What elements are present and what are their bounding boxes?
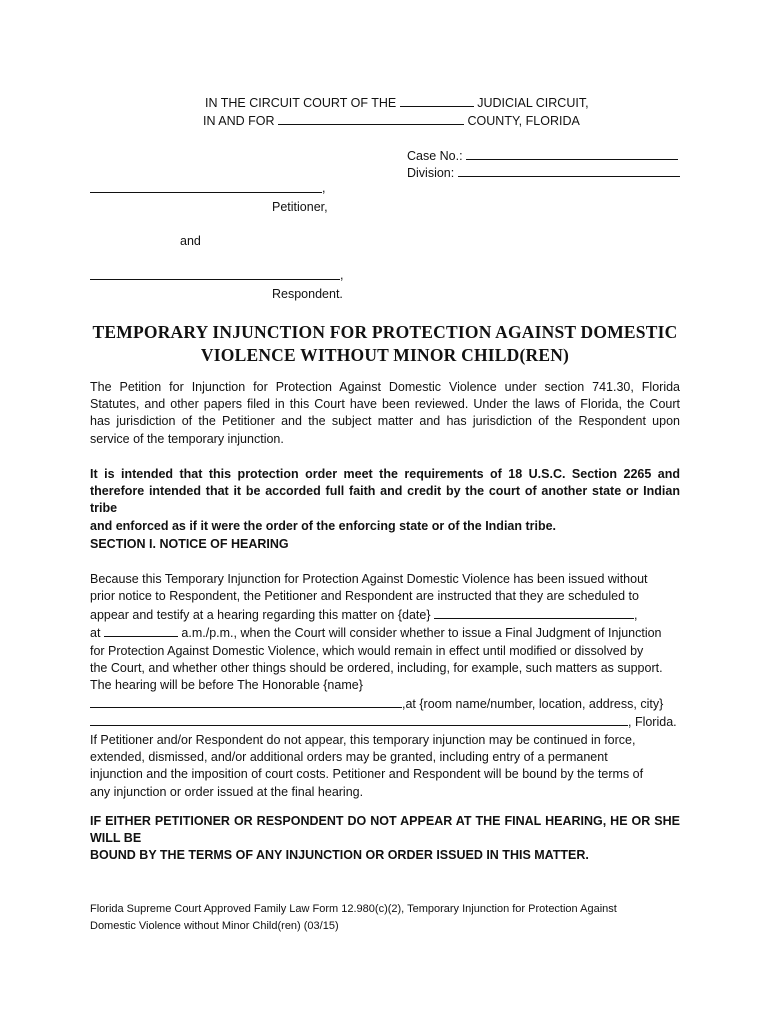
hearing-time-field[interactable] [104,624,178,637]
respondent-name-field[interactable] [90,279,340,280]
and-label: and [180,234,201,248]
section-heading: SECTION I. NOTICE OF HEARING [90,537,289,551]
court-heading-line1: IN THE CIRCUIT COURT OF THE JUDICIAL CIRCUIT, [205,96,589,110]
respondent-comma: , [340,268,344,282]
judge-name-field[interactable] [90,695,402,708]
petitioner-comma: , [322,181,326,195]
petitioner-label: Petitioner, [272,200,328,214]
intro-paragraph: The Petition for Injunction for Protection Against Domestic Violence under section 741.30, Florida Statutes, and other papers filed in this Court have been reviewed. Under the laws of Florida, the Court has jurisdiction of the Petitioner and the subject matter and has jurisdiction of the Respondent upon service of the temporary injunction. [90,380,680,446]
petitioner-name-field[interactable] [90,192,322,193]
court-heading-line2: IN AND FOR COUNTY, FLORIDA [203,114,580,128]
respondent-label: Respondent. [272,287,343,301]
hearing-date-field[interactable] [434,606,634,619]
form-footer: Florida Supreme Court Approved Family Law Form 12.980(c)(2), Temporary Injunction for Protection Against Domestic Violence without Minor Child(ren) (03/15) [90,903,617,932]
county-blank[interactable] [278,112,464,125]
case-number-field[interactable] [466,147,678,160]
warning-paragraph: IF EITHER PETITIONER OR RESPONDENT DO NOT APPEAR AT THE FINAL HEARING, HE OR SHE WILL BE BOUND BY THE TERMS OF ANY INJUNCTION OR ORDER ISSUED IN THIS MATTER. [90,814,680,863]
division-field[interactable] [458,164,680,177]
judicial-circuit-blank[interactable] [400,94,474,107]
notice-paragraph: Because this Temporary Injunction for Protection Against Domestic Violence has been issued without prior notice to Respondent, the Petitioner and Respondent are instructed that they are scheduled to appear and testify at a hearing regarding this matter on {date} , at a.m./p.m., when the Court will consider whether to issue a Final Judgment of Injunction for Protection Against Domestic Violence, which would remain in effect until modified or dissolved by the Court, and whether other things should be ordered, including, for example, such matters as support. The hearing will be before The Honorable {name} ,at {room name/number, location, address, city} , Florida. If Petitioner and/or Respondent do not appear, this temporary injunction may be continued in force, extended, dismissed, and/or additional orders may be granted, including entry of a permanent injunction and the imposition of court costs. Petitioner and Respondent will be bound by the terms of any injunction or order issued at the final hearing. [90,572,677,799]
federal-requirements-paragraph: It is intended that this protection order meet the requirements of 18 U.S.C. Section 2265 and therefore intended that it be accorded full faith and credit by the court of another state or Indian tribe and enforced as if it were the order of the enforcing state or of the Indian tribe. [90,467,680,533]
division-row: Division: [407,164,680,182]
document-title: TEMPORARY INJUNCTION FOR PROTECTION AGAINST DOMESTIC VIOLENCE WITHOUT MINOR CHILD(REN) [92,322,678,365]
case-number-row: Case No.: [407,147,678,165]
hearing-location-field[interactable] [90,713,628,726]
